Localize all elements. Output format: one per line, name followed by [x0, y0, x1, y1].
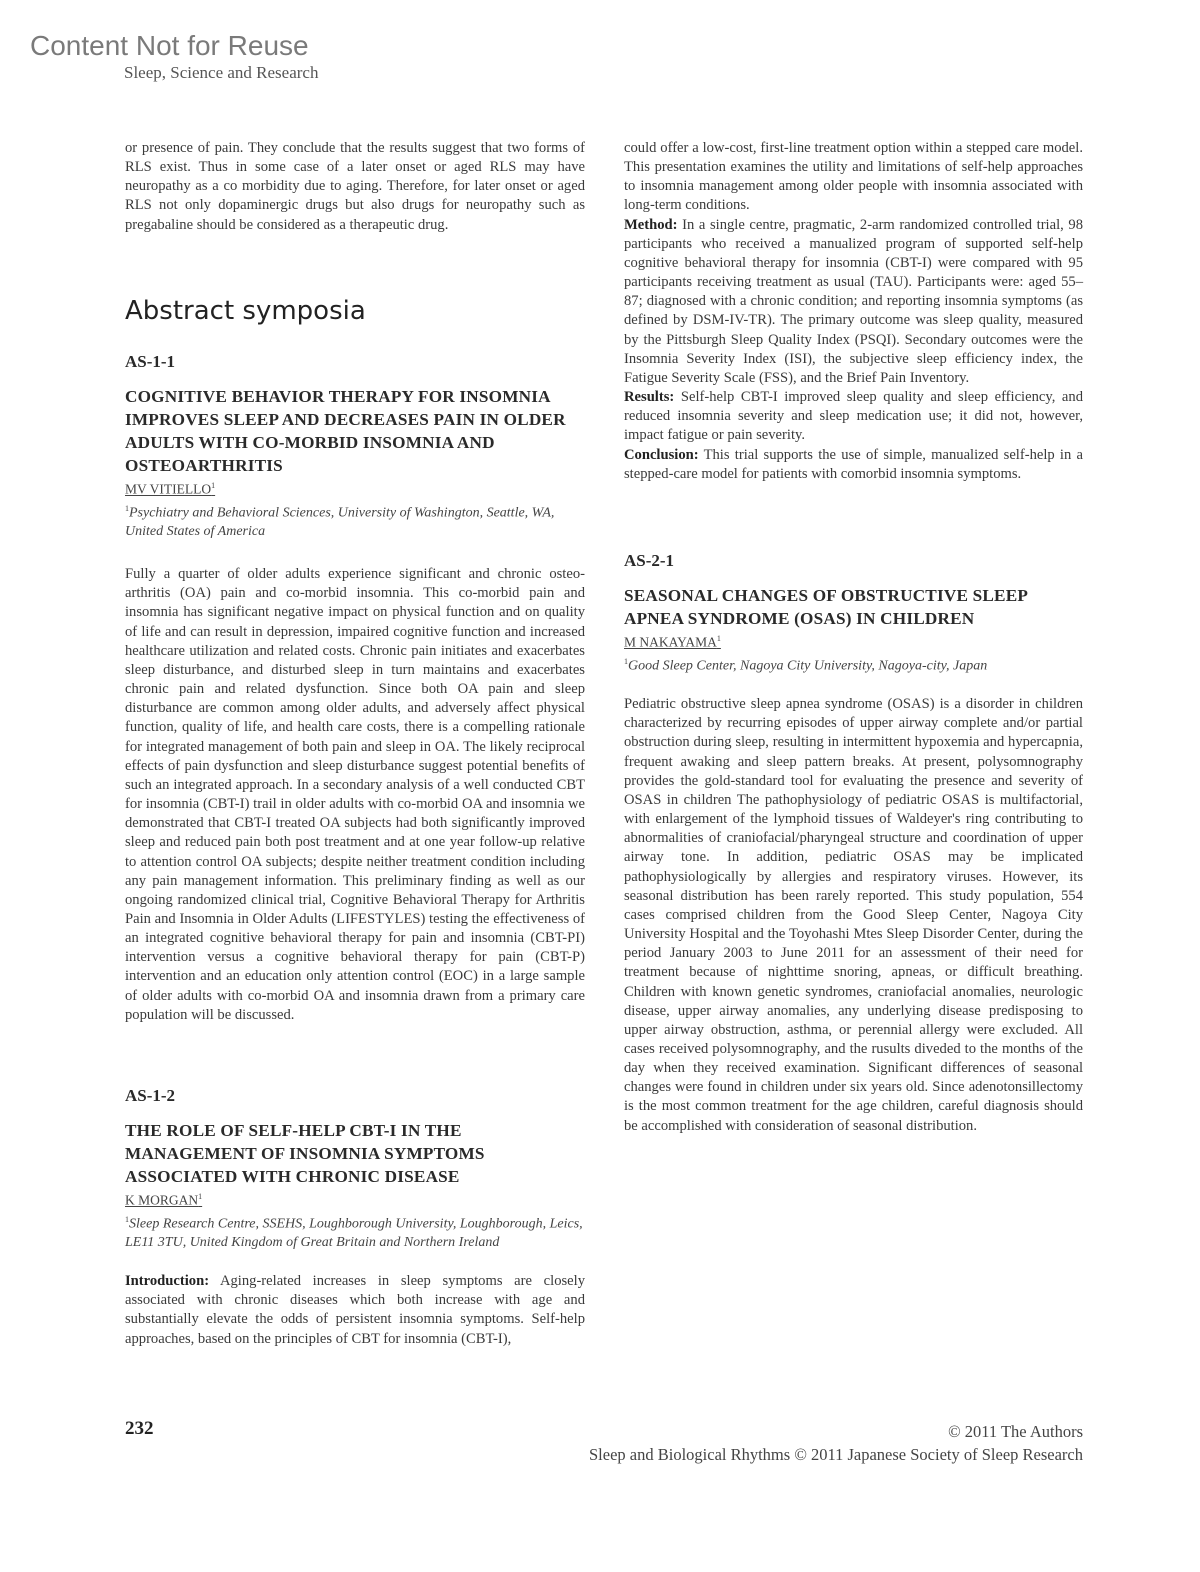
abstract-author: MV VITIELLO$^1$ [125, 481, 216, 497]
abstract-introduction-continued: could offer a low-cost, first-line treatment option within a stepped care model. This presentation examines the utility and limitations of self-help approaches to insomnia management among older people with insomnia associated with long-term conditions. [624, 140, 1083, 214]
abstract-as-2-1 [624, 551, 1083, 1136]
footer-copyright [589, 1420, 1083, 1466]
abstract-results: Results: Self-help CBT-I improved sleep quality and sleep efficiency, and reduced insomnia severity and sleep medication use; it did not, however, impact fatigue or pain severity. [624, 389, 1083, 444]
abstract-method: Method: In a single centre, pragmatic, 2-arm randomized controlled trial, 98 participants who received a manualized program of supported self-help cognitive behavioral therapy for insomnia (CBT-I) were compared with 95 participants receiving treatment as usual (TAU). Participants were: aged 55–87; diagnosed with a chronic condition; and reporting insomnia symptoms (as defined by DSM-IV-TR). The primary outcome was sleep quality, measured by the Pittsburgh Sleep Quality Index (PSQI). Secondary outcomes were the Insomnia Severity Index (ISI), the subjective sleep efficiency index, the Fatigue Severity Scale (FSS), and the Brief Pain Inventory. [624, 216, 1083, 386]
introduction-label: Introduction: [125, 1273, 210, 1290]
abstract-title: COGNITIVE BEHAVIOR THERAPY FOR INSOMNIA IMPROVES SLEEP AND DECREASES PAIN IN OLDER ADULTS WITH CO-MORBID INSOMNIA AND OSTEOARTHRITIS [125, 387, 566, 475]
page-number: 232 [125, 1418, 154, 1439]
intro-paragraph: or presence of pain. They conclude that the results suggest that two forms of RLS exist. Thus in some case of a later onset or aged RLS may have neuropathy as a co morbidity due to aging. Therefore, for later onset or aged RLS not only dopaminergic drugs but also drugs for neuropathy such as pregabaline should be considered as a therapeutic drug. [125, 140, 585, 233]
abstract-as-1-2-continued [624, 139, 1083, 484]
intro-paragraph-block [125, 139, 585, 235]
abstract-author: K MORGAN$^1$ [125, 1192, 203, 1208]
abstract-code: AS-2-1 [624, 551, 675, 570]
copyright-line: © 2011 The Authors [948, 1422, 1083, 1441]
abstract-introduction: Introduction: Aging-related increases in sleep symptoms are closely associated with chronic diseases which both increase with age and substantially elevate the odds of persistent insomnia symptoms. Self-help approaches, based on the principles of CBT for insomnia (CBT-I), [125, 1273, 585, 1347]
abstract-affiliation: $^1$Good Sleep Center, Nagoya City University, Nagoya-city, Japan [624, 656, 988, 674]
abstract-as-1-2 [125, 1086, 585, 1349]
abstract-conclusion: Conclusion: This trial supports the use of simple, manualized self-help in a stepped-care model for patients with comorbid insomnia symptoms. [624, 446, 1083, 482]
method-label: Method: [624, 216, 678, 233]
abstract-body: Pediatric obstructive sleep apnea syndrome (OSAS) is a disorder in children characterized by recurring episodes of upper airway complete and/or partial obstruction during sleep, resulting in intermittent hypoxemia and hypercapnia, frequent awaking and sleep pattern breaks. At present, polysomnography provides the gold-standard tool for evaluating the presence and severity of OSAS in children The pathophysiology of pediatric OSAS is multifactorial, with enlargement of the lymphoid tissues of Waldeyer's ring contributing to abnormalities of craniofacial/pharyngeal structure and coordination of upper airway tone. In addition, pediatric OSAS may be implicated pathophysiologically by allergies and respiratory viruses. However, its seasonal distribution has been rarely reported. This study population, 554 cases comprised children from the Good Sleep Center, Nagoya City University Hospital and the Toyohashi Mtes Sleep Disorder Center, during the period January 2003 to June 2011 for an assessment of their need for treatment because of nighttime snoring, apneas, or difficult breathing. Children with known genetic syndromes, craniofacial anomalies, neurologic disease, upper airway anomalies, any underlying disease predisposing to upper airway obstruction, asthma, or perennial allergy were excluded. All cases received polysomnography, and the rusults diveded to the months of the day when they received examination. Significant differences of seasonal changes were found in children under six years old. Since adenotonsillectomy is the most common treatment for the age children, careful diagnosis should be accomplished with consideration of seasonal distribution. [624, 696, 1083, 1134]
abstract-title: THE ROLE OF SELF-HELP CBT-I IN THE MANAGEMENT OF INSOMNIA SYMPTOMS ASSOCIATED WITH CHRONIC DISEASE [125, 1121, 485, 1186]
abstract-title: SEASONAL CHANGES OF OBSTRUCTIVE SLEEP APNEA SYNDROME (OSAS) IN CHILDREN [624, 586, 1028, 628]
abstract-as-1-1 [125, 352, 585, 1025]
section-heading: Abstract symposia [125, 296, 366, 326]
abstract-code: AS-1-2 [125, 1086, 176, 1105]
abstract-author: M NAKAYAMA$^1$ [624, 634, 721, 650]
watermark: Content Not for Reuse [30, 30, 309, 61]
abstract-affiliation: $^1$Psychiatry and Behavioral Sciences, University of Washington, Seattle, WA, United States of America [125, 503, 555, 540]
abstract-code: AS-1-1 [125, 352, 176, 371]
results-label: Results: [624, 389, 675, 406]
abstract-affiliation: $^1$Sleep Research Centre, SSEHS, Loughborough University, Loughborough, Leics, LE11 3TU, United Kingdom of Great Britain and Northern Ireland [125, 1214, 583, 1251]
conclusion-label: Conclusion: [624, 446, 699, 463]
journal-header: Sleep, Science and Research [124, 63, 319, 82]
journal-line: Sleep and Biological Rhythms © 2011 Japanese Society of Sleep Research [589, 1445, 1083, 1464]
abstract-body: Fully a quarter of older adults experience significant and chronic osteo-arthritis (OA) pain and co-morbid insomnia. This co-morbid pain and insomnia has significant negative impact on physical function and on quality of life and can result in depression, impaired cognitive function and increased healthcare utilization and related costs. Chronic pain initiates and exacerbates sleep disturbance, and disturbed sleep in turn maintains and exacerbates chronic pain and related dysfunction. Since both OA pain and sleep disturbance are common among older adults, and adversely affect physical function, quality of life, and health care costs, there is a compelling rationale for integrated management of both pain and sleep in OA. The likely reciprocal effects of pain dysfunction and sleep disturbance suggest potential benefits of such an integrated approach. In a secondary analysis of a well conducted CBT for insomnia (CBT-I) trail in older adults with co-morbid OA and insomnia we demonstrated that CBT-I treated OA subjects had both significantly improved sleep and reduced pain both post treatment and at one year follow-up relative to attention control OA subjects; despite neither treatment condition including any pain management information. This preliminary finding as well as our ongoing randomized clinical trial, Cognitive Behavioral Therapy for Arthritis Pain and Insomnia in Older Adults (LIFESTYLES) testing the effectiveness of an integrated cognitive behavioral therapy for pain and insomnia (CBT-PI) intervention versus a cognitive behavioral therapy for pain (CBT-P) intervention and an education only attention control (EOC) in a large sample of older adults with co-morbid OA and insomnia drawn from a primary care population will be discussed. [125, 566, 585, 1023]
